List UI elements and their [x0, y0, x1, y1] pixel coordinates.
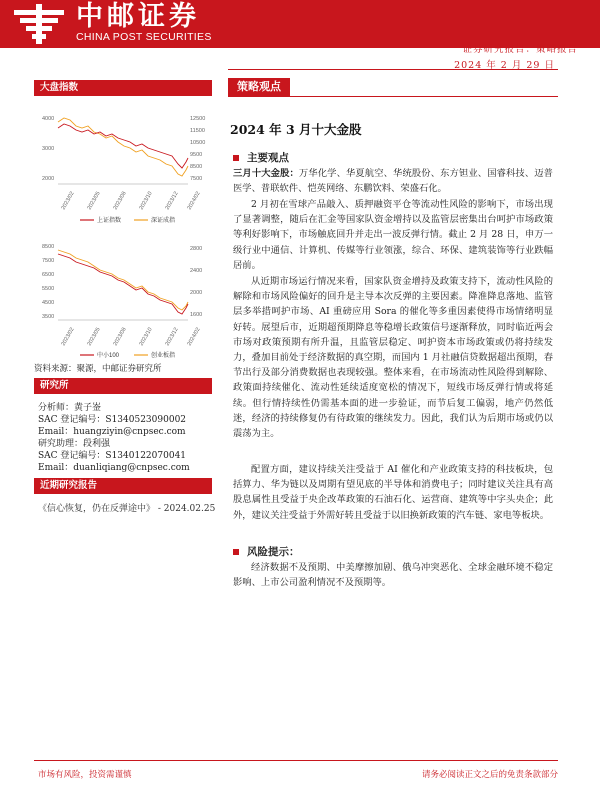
analyst-name: 分析师：黄子崟: [38, 403, 102, 413]
chart1-tick-left-0: 4000: [42, 116, 55, 122]
risk-heading: [233, 544, 300, 559]
analyst-info: [38, 402, 218, 474]
top-picks-label: 三月十大金股：: [233, 168, 299, 179]
chart1-tick-left-1: 3000: [42, 146, 55, 152]
chart1-tick-right-4: 8500: [190, 164, 203, 170]
chart1-xtick-5: 2024/02: [186, 190, 202, 211]
paragraph-top-picks: [233, 166, 553, 196]
chart2-tick-left-0: 8500: [42, 244, 55, 250]
chart1-tick-right-0: 12500: [190, 116, 206, 122]
bullet-icon: [233, 155, 239, 161]
chart2-xtick-3: 2023/10: [138, 326, 154, 347]
report-date: 2024 年 2 月 29 日: [454, 60, 555, 71]
chart1-tick-left-2: 2000: [42, 176, 55, 182]
chart2-right-ticks: [190, 246, 202, 318]
chart2-tick-right-0: 2800: [190, 246, 203, 252]
chart2-series-zx100: [58, 254, 188, 314]
chart1-legend-0: 上证指数: [97, 218, 122, 224]
chart1-series-sh: [58, 124, 188, 168]
chart2-tick-left-4: 4500: [42, 300, 55, 306]
chart2-tick-right-1: 2400: [190, 268, 203, 274]
market-index-title: 大盘指数: [34, 80, 212, 96]
assistant-name: 研究助理：段利强: [38, 439, 111, 449]
chart1-xtick-0: 2023/02: [60, 190, 76, 211]
chart1-xtick-2: 2023/08: [112, 190, 128, 211]
logo-text-en: CHINA POST SECURITIES: [76, 31, 212, 43]
chart2-tick-left-5: 3500: [42, 314, 55, 320]
assistant-email[interactable]: Email：duanliqiang@cnpsec.com: [38, 463, 190, 473]
main-view-heading: [233, 150, 289, 165]
chart1-right-ticks: [190, 116, 205, 182]
chart2-legend-0: 中小100: [97, 353, 120, 359]
chart2-legend-1: 创业板指: [151, 353, 176, 359]
chart2-tick-left-1: 7500: [42, 258, 55, 264]
footer-divider: [34, 760, 558, 761]
assistant-sac: SAC 登记编号：S1340122070041: [38, 451, 187, 461]
chart2-xtick-0: 2023/02: [60, 326, 76, 347]
risk-heading-text: 风险提示：: [247, 546, 300, 558]
chart1-tick-right-3: 9500: [190, 152, 203, 158]
chart1-tick-right-1: 11500: [190, 128, 205, 134]
chart1-x-ticks: [61, 191, 202, 211]
chart2-x-ticks: [61, 327, 202, 347]
chart2-xtick-4: 2023/12: [164, 326, 180, 347]
section-label: 策略观点: [228, 78, 290, 96]
date-divider: [228, 69, 558, 70]
chart2-series-cyb: [58, 250, 188, 310]
recent-reports-title: 近期研究报告: [34, 478, 212, 494]
analyst-email[interactable]: Email：huangziyin@cnpsec.com: [38, 427, 186, 437]
bullet-icon: [233, 549, 239, 555]
chart2-tick-right-2: 2000: [190, 290, 203, 296]
chart2-xtick-5: 2024/02: [186, 326, 202, 347]
analyst-sac: SAC 登记编号：S1340523090002: [38, 415, 187, 425]
paragraph-risk: 经济数据不及预期、中美摩擦加剧、俄乌冲突恶化、全球金融环境不稳定影响、上市公司盈利情况不及预期等。: [233, 562, 553, 589]
research-institute-title: 研究所: [34, 378, 212, 394]
footer-risk-notice: 市场有风险，投资需谨慎: [38, 770, 132, 780]
chart1-xtick-3: 2023/10: [138, 190, 154, 211]
footer-disclaimer: 请务必阅读正文之后的免责条款部分: [421, 770, 558, 780]
index-chart-2: [34, 236, 212, 361]
chart2-xtick-2: 2023/08: [112, 326, 128, 347]
recent-report-link[interactable]: 《信心恢复，仍在反弹途中》 - 2024.02.25: [38, 504, 216, 514]
main-view-heading-text: 主要观点: [247, 152, 289, 164]
chart1-xtick-4: 2023/12: [164, 190, 180, 211]
logo-text-cn: 中邮证券: [76, 1, 200, 32]
paragraph-allocation: 配置方面，建议持续关注受益于 AI 催化和产业政策支持的科技板块，包括算力、华为链以及周期有望见底的半导体和消费电子；同时建议关注具有高股息属性且受益于央企改革政策的石油石化、运营商、建筑等中字头央企；此外，建议关注受益于外需好转且受益于以旧换新政策的汽车链、家电等板块。: [233, 464, 553, 521]
chart2-tick-left-3: 5500: [42, 286, 55, 292]
article-title: 2024 年 3 月十大金股: [230, 122, 362, 137]
chart1-series-sz: [58, 118, 188, 176]
report-type: 证券研究报告：策略报告: [462, 44, 578, 55]
chart1-tick-right-5: 7500: [190, 176, 203, 182]
chart1-left-ticks: [42, 116, 54, 182]
data-source: 资料来源：聚源，中邮证券研究所: [34, 364, 162, 374]
paragraph-outlook: 从近期市场运行情况来看，国家队资金增持及政策支持下，流动性风险的解除和市场风险偏好的回升是主导本次反弹的主要因素。降准降息落地、监管层多举措呵护市场、AI 重磅应用 Sora 的催化等多重因素使得市场情绪明显好转。展望后市，近期超预期降息等稳增长政策信号逐渐释放，同时临近两会市场对政策预期有所升温，且监管层稳定、呵护资本市场政策或仍将持续发力，叠加目前处于经济数据的真空期，而国内 1 月社融信贷数据超出预期，春节出行及部分消费数据也表现较强。整体来看，在市场流动性风险得到解除、政策面持续催化、流动性延续适度宽松的情况下，短线市场反弹行情或将延续。但行情持续性仍需基本面的进一步验证，而节后复工偏弱，地产仍然低迷，经济的持续修复仍有待政策的继续发力。因此，我们认为后期市场或仍以震荡为主。: [233, 276, 553, 440]
index-chart-1: [34, 104, 212, 229]
section-divider: [228, 96, 558, 97]
top-picks-list: 万华化学、华夏航空、华统股份、东方钽业、国睿科技、迈普医学、普联软件、恺英网络、东鹏饮料、荣盛石化。: [233, 168, 553, 195]
chart1-legend-1: 深证成指: [151, 218, 176, 224]
paragraph-market-review: 2 月初在雪球产品敲入、质押融资平仓等流动性风险的影响下，市场出现了显著调整，随后在汇金等国家队资金增持以及监管层密集出台呵护市场政策等利好影响下，市场触底回升并走出一波反弹行情。截止 2 月 28 日，申万一级行业中通信、计算机、传媒等行业领涨，综合、环保、建筑装饰等行业跌幅居前。: [233, 199, 553, 271]
chart2-tick-left-2: 6500: [42, 272, 55, 278]
chart1-xtick-1: 2023/05: [86, 190, 102, 211]
china-post-logo-icon: [10, 4, 68, 44]
chart2-tick-right-3: 1600: [190, 312, 203, 318]
chart2-xtick-1: 2023/05: [86, 326, 102, 347]
chart1-tick-right-2: 10500: [190, 140, 206, 146]
chart2-left-ticks: [42, 244, 54, 320]
